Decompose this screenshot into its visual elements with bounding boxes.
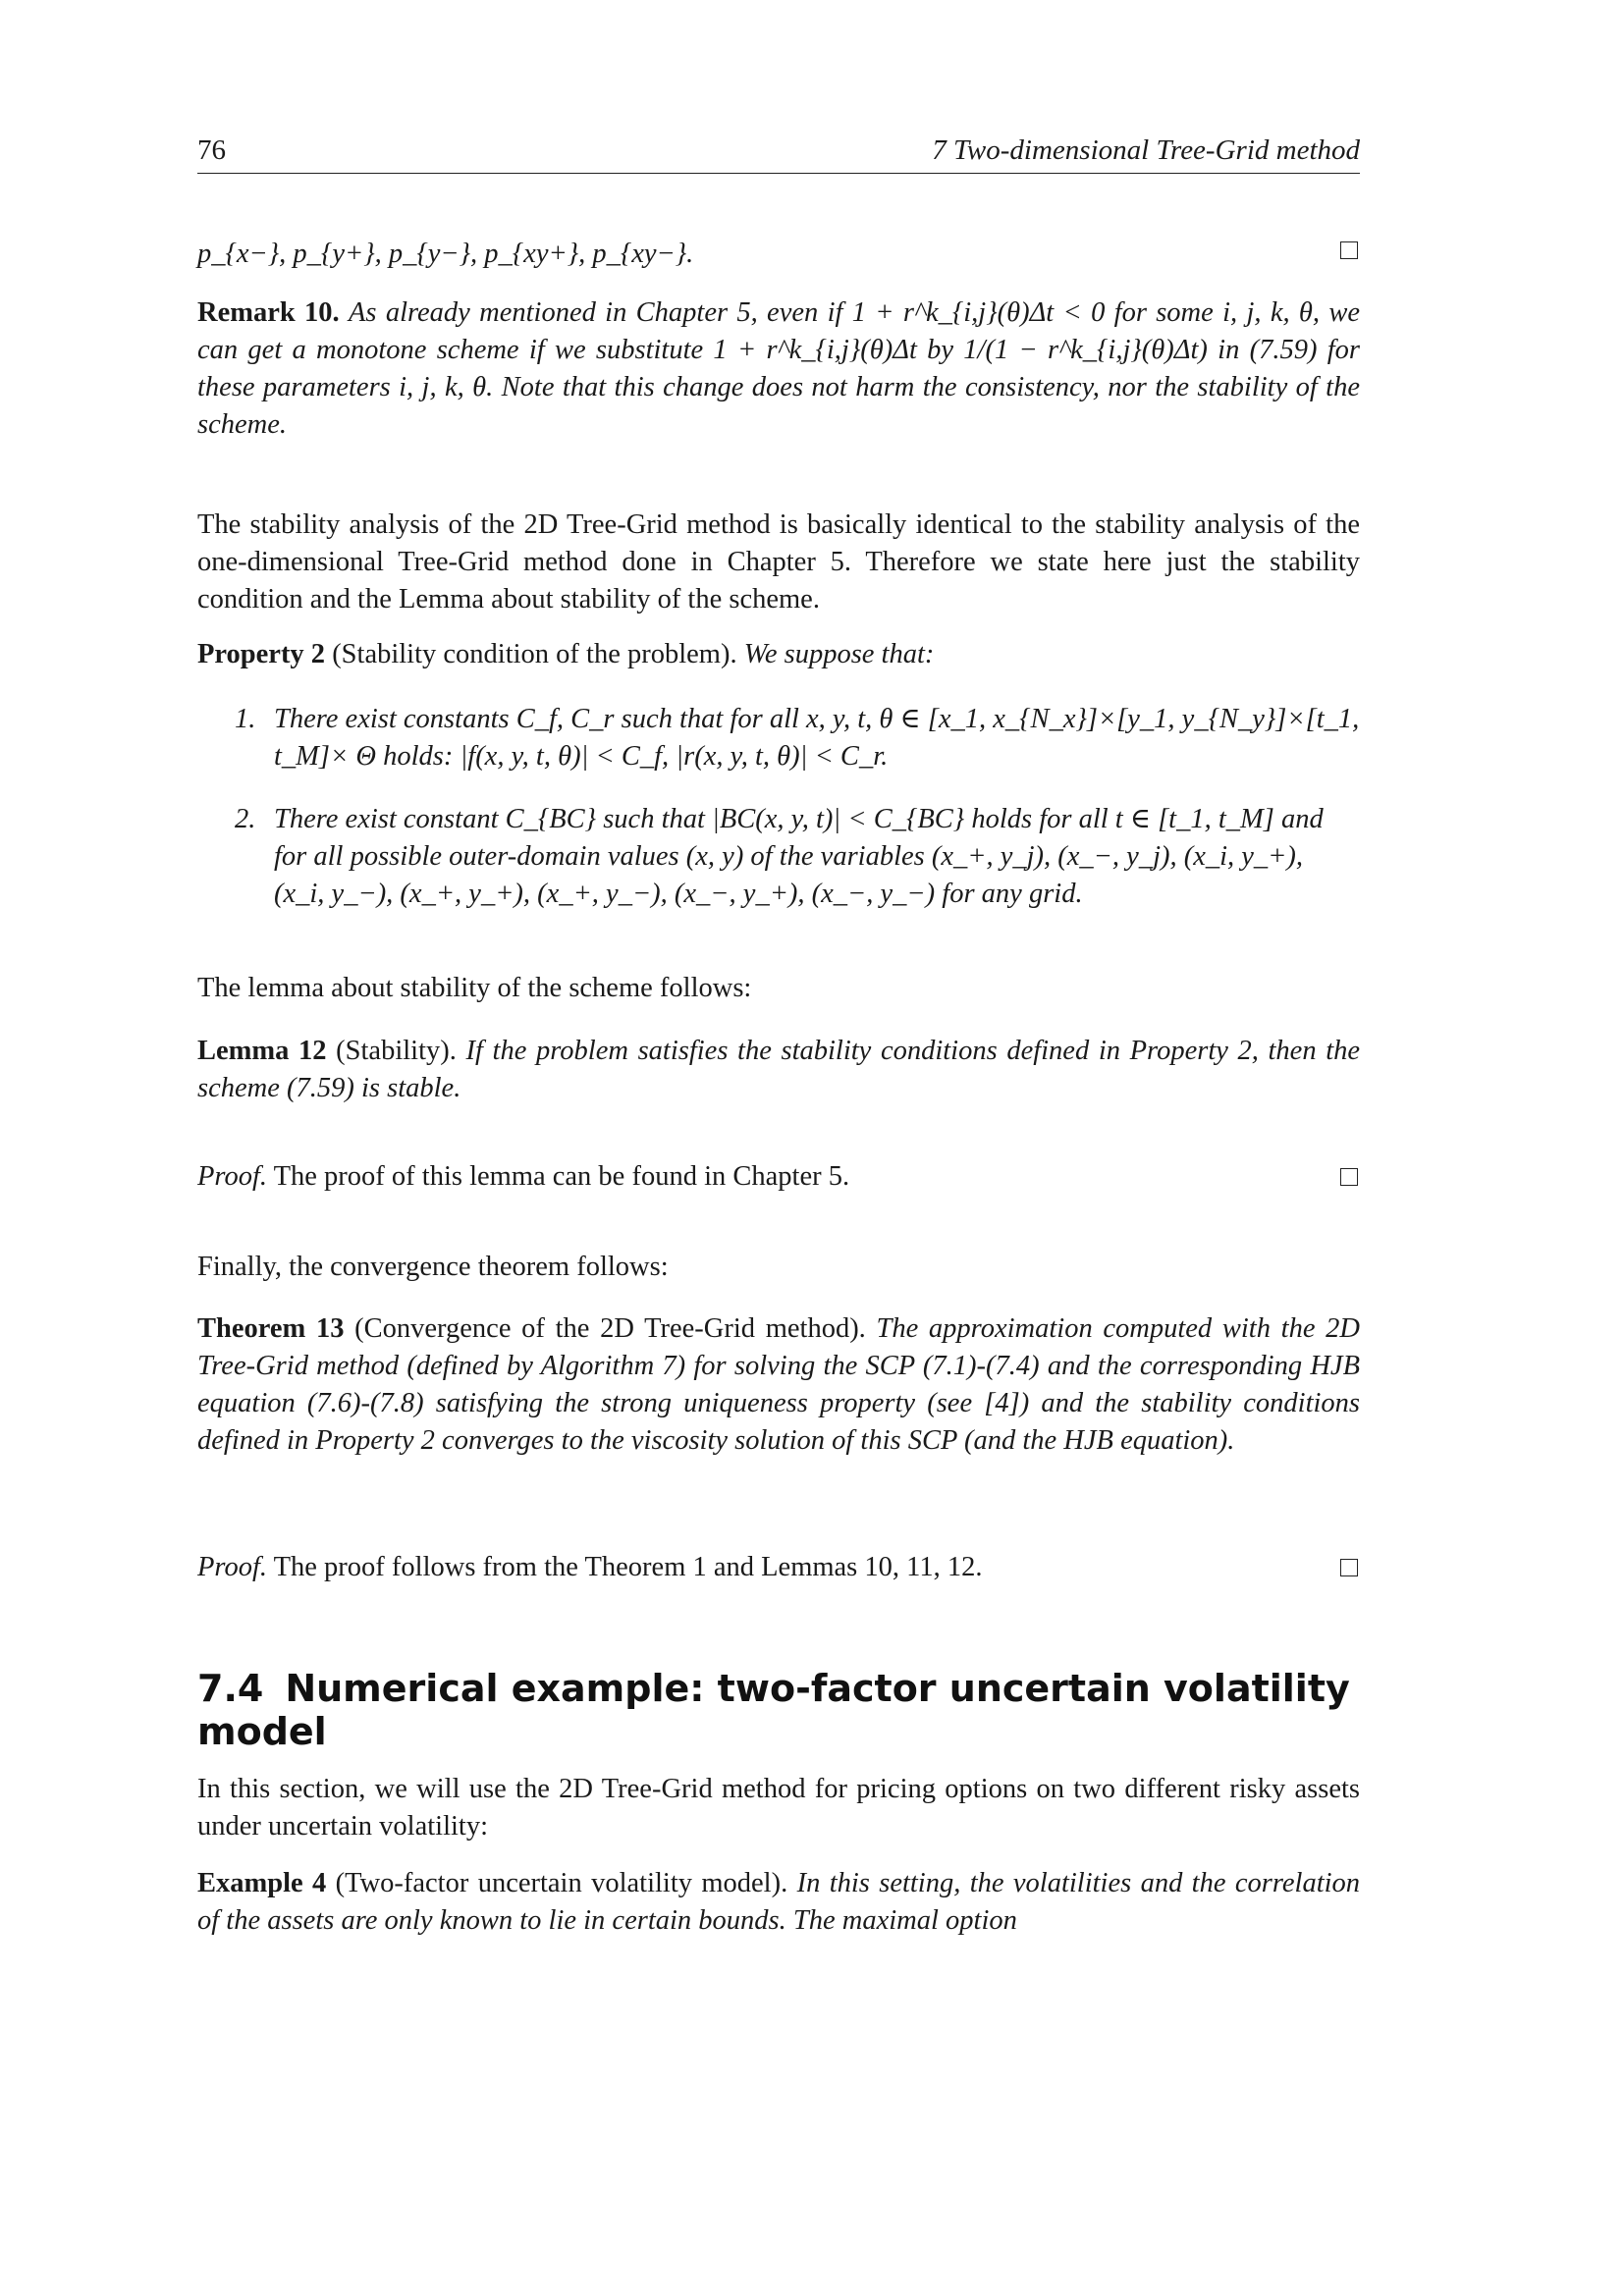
qed-box: [1340, 1168, 1358, 1186]
property-label: Property 2: [197, 639, 326, 669]
lemma-label: Lemma 12: [197, 1036, 327, 1066]
property-conditions: [197, 701, 1360, 938]
qed-box: [1340, 1559, 1358, 1576]
lemma-text: If the problem satisfies the stability conditions defined in Property 2, then the scheme (7.59) is stable.: [197, 1036, 1361, 1103]
chapter-title: 7 Two-dimensional Tree-Grid method: [932, 134, 1360, 166]
page-header: [197, 128, 1360, 174]
proof-label: Proof.: [197, 1161, 267, 1192]
condition-item: [197, 801, 1360, 913]
page: [197, 128, 1361, 1936]
lemma-title: (Stability).: [336, 1036, 457, 1066]
section-paragraph-text: In this section, we will use the 2D Tree-Grid method for pricing options on two different risky assets under uncertain volatility:: [197, 1774, 1360, 1842]
remark-10: [197, 294, 1360, 444]
condition-text: There exist constants C_f, C_r such that for all x, y, t, θ ∈ [x_1, x_{N_x}]×[y_1, y_{N_y}]×[t_1, t_M]× Θ holds: |f(x, y, t, θ)| < C_f, |r(x, y, t, θ)| < C_r.: [274, 704, 1360, 772]
page-number: 76: [197, 134, 226, 166]
proof-lemma: [197, 1158, 1360, 1196]
section-paragraph: [197, 1771, 1360, 1845]
proof-text: The proof follows from the Theorem 1 and Lemmas 10, 11, 12.: [273, 1552, 983, 1582]
example-text: In this setting, the volatilities and the correlation of the assets are only known to lie in certain bounds. The maximal option: [197, 1868, 1361, 1936]
theorem-text: The approximation computed with the 2D Tree-Grid method (defined by Algorithm 7) for solving the SCP (7.1)-(7.4) and the corresponding HJB equation (7.6)-(7.8) satisfying the strong uniqueness property (see [4]) and the stability conditions defined in Property 2 converges to the viscosity solution of this SCP (and the HJB equation).: [197, 1313, 1360, 1456]
theorem-intro-text: Finally, the convergence theorem follows:: [197, 1252, 669, 1282]
theorem-label: Theorem 13: [197, 1313, 345, 1344]
example-4: [197, 1865, 1360, 1940]
stability-paragraph: [197, 507, 1360, 618]
section-number: 7.4: [197, 1667, 264, 1710]
property-title: (Stability condition of the problem).: [332, 639, 737, 669]
theorem-intro: [197, 1249, 1360, 1286]
proof-label: Proof.: [197, 1552, 267, 1582]
condition-item: [197, 701, 1360, 775]
proof-text: The proof of this lemma can be found in Chapter 5.: [273, 1161, 850, 1192]
property-2: [197, 636, 1360, 673]
theorem-13: [197, 1310, 1360, 1460]
example-label: Example 4: [197, 1868, 327, 1898]
lemma-12: [197, 1033, 1360, 1107]
section-title: Numerical example: two-factor uncertain volatility model: [197, 1667, 1350, 1753]
stability-paragraph-text: The stability analysis of the 2D Tree-Grid method is basically identical to the stability analysis of the one-dimensional Tree-Grid method done in Chapter 5. Therefore we state here just the stability condition and the Lemma about stability of the scheme.: [197, 509, 1360, 614]
qed-box: [1340, 241, 1358, 259]
condition-number: 1.: [235, 704, 256, 734]
proof-theorem: [197, 1549, 1360, 1586]
lemma-intro-text: The lemma about stability of the scheme follows:: [197, 973, 752, 1003]
remark-label: Remark 10.: [197, 297, 340, 328]
condition-number: 2.: [235, 804, 256, 834]
probabilities-line: [197, 236, 1360, 273]
lemma-intro: [197, 970, 1360, 1007]
condition-text: There exist constant C_{BC} such that |BC(x, y, t)| < C_{BC} holds for all t ∈ [t_1, t_M] and for all possible outer-domain values (x, y) of the variables (x_+, y_j), (x_−, y_j), (x_i, y_+), (x_i, y_−), (x_+, y_+), (x_+, y_−), (x_−, y_+), (x_−, y_−) for any grid.: [274, 804, 1324, 909]
remark-text: As already mentioned in Chapter 5, even if 1 + r^k_{i,j}(θ)Δt < 0 for some i, j, k, θ, we can get a monotone scheme if we substitute 1 + r^k_{i,j}(θ)Δt by 1/(1 − r^k_{i,j}(θ)Δt) in (7.59) for these parameters i, j, k, θ. Note that this change does not harm the consistency, nor the stability of the scheme.: [197, 297, 1361, 440]
example-title: (Two-factor uncertain volatility model).: [335, 1868, 788, 1898]
section-heading: [197, 1667, 1360, 1753]
probabilities-text: p_{x−}, p_{y+}, p_{y−}, p_{xy+}, p_{xy−}.: [197, 239, 694, 269]
theorem-title: (Convergence of the 2D Tree-Grid method).: [354, 1313, 866, 1344]
property-intro: We suppose that:: [743, 639, 935, 669]
